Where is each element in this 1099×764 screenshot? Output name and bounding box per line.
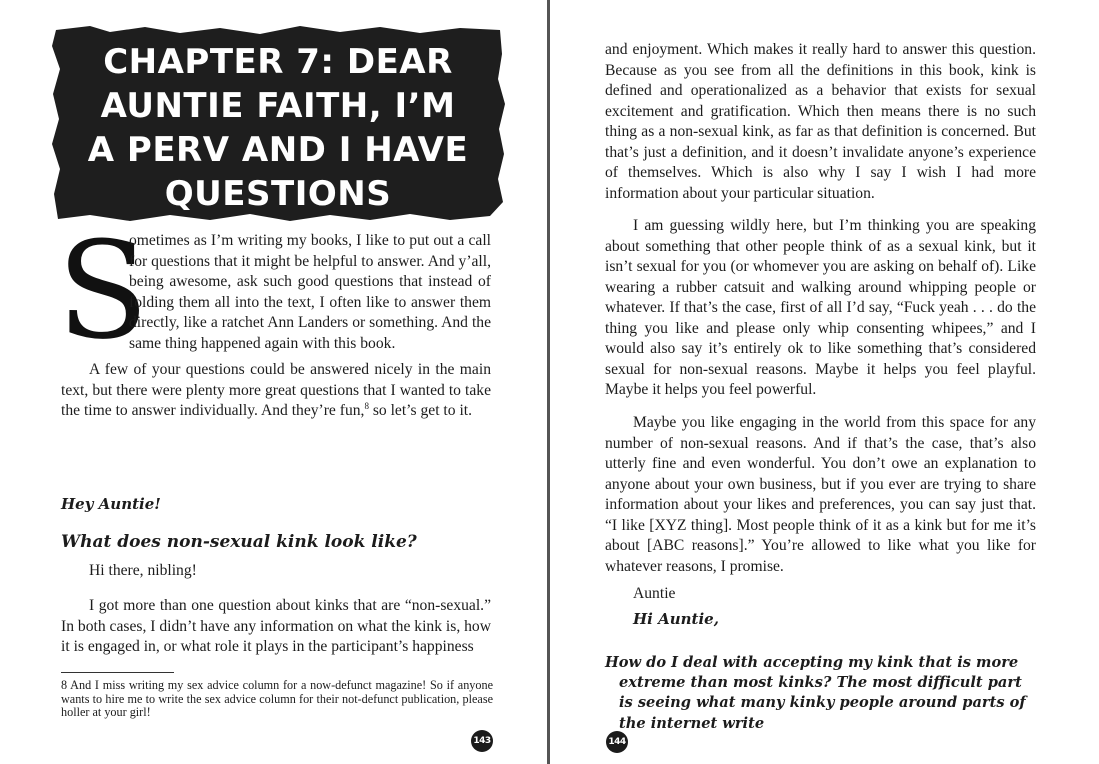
paragraph-2: [61, 360, 491, 422]
title-line-3: A PERV AND I HAVE: [87, 130, 469, 170]
paragraph-3: I got more than one question about kinks that are “non-sexual.” In both cases, I didn’t have any information on what the kink is, how it is engaged in, or what role it plays in the participant’s happiness: [61, 597, 491, 655]
right-paragraph-2: I am guessing wildly here, but I’m thinking you are speaking about something that other people think of as a sexual kink, but it isn’t sexual for you (or whomever you are asking on behalf of). Like wearing a rubber catsuit and walking around whipping people or whatever. If that’s the case, first of all I’d say, “Fuck yeah . . . do the thing you like and please only whip consenting whipees,” and I would also say it’s entirely ok to like something that’s considered sexual for non-sexual reasons. Maybe it helps you feel playful. Maybe it helps you feel powerful.: [605, 217, 1036, 398]
page-number-left: 143: [471, 730, 493, 752]
drop-cap: S: [57, 213, 149, 369]
left-page: [0, 0, 548, 764]
right-paragraph-3: Maybe you like engaging in the world from this space for any number of non-sexual reasons. And if that’s the case, that’s also utterly fine and even wonderful. You don’t owe an explanation to anyone about your own business, but if you ever are trying to share information about your likes and preferences, you can say just that. “I like [XYZ thing]. Most people think of it as a kink but for me it’s about [ABC reasons].” You’re allowed to like what you like for whatever reasons, I promise.: [605, 414, 1036, 575]
salutation: Hi there, nibling!: [89, 562, 197, 579]
intro-paragraph-block: [57, 213, 491, 422]
chapter-title-block: [50, 24, 506, 222]
right-page: [551, 0, 1099, 764]
greeting-heading-2: Hi Auntie,: [633, 610, 719, 628]
intro-text: ometimes as I’m writing my books, I like to put out a call for questions that it might be helpful to answer. And y’all, being awesome, ask such good questions that instead of folding them all into the text, I often like to answer them directly, like a ratchet Ann Landers or something. And the same thing happened again with this book.: [129, 232, 491, 352]
page-gutter: [547, 0, 550, 764]
footnote-ref[interactable]: 8: [364, 400, 369, 411]
paragraph-2-text: A few of your questions could be answered nicely in the main text, but there were plenty more great questions that I wanted to take the time to answer individually. And they’re fun,: [61, 361, 491, 419]
intro-paragraph: [57, 213, 491, 369]
signoff: Auntie: [633, 585, 676, 602]
title-line-1: CHAPTER 7: DEAR: [103, 42, 453, 82]
page-number-right: 144: [606, 731, 628, 753]
title-line-2: AUNTIE FAITH, I’M: [100, 86, 456, 126]
question-heading: What does non-sexual kink look like?: [61, 532, 417, 552]
greeting-heading: Hey Auntie!: [61, 495, 161, 513]
footnote: 8 And I miss writing my sex advice column for a now-defunct magazine! So if anyone wants to hire me to write the sex advice column for their not-defunct publication, please holler at your girl!: [61, 678, 493, 720]
paragraph-2-end: so let’s get to it.: [368, 402, 473, 419]
question-heading-2: How do I deal with accepting my kink that is more extreme than most kinks? The most difficult part is seeing what many kinky people around parts of the internet write: [605, 654, 1026, 732]
title-line-4: QUESTIONS: [164, 174, 392, 214]
chapter-title: [50, 40, 506, 216]
footnote-divider: [61, 672, 174, 673]
right-paragraph-1: and enjoyment. Which makes it really hard to answer this question. Because as you see from all the definitions in this book, kink is defined and operationalized as a behavior that exists for sexual excitement and gratification. Which then means there is no such thing as a non-sexual kink, as far as that definition is concerned. But that’s just a definition, and it doesn’t invalidate anyone’s experience of themselves. Which is also why I say I wish I had more information about your particular situation.: [605, 41, 1036, 202]
